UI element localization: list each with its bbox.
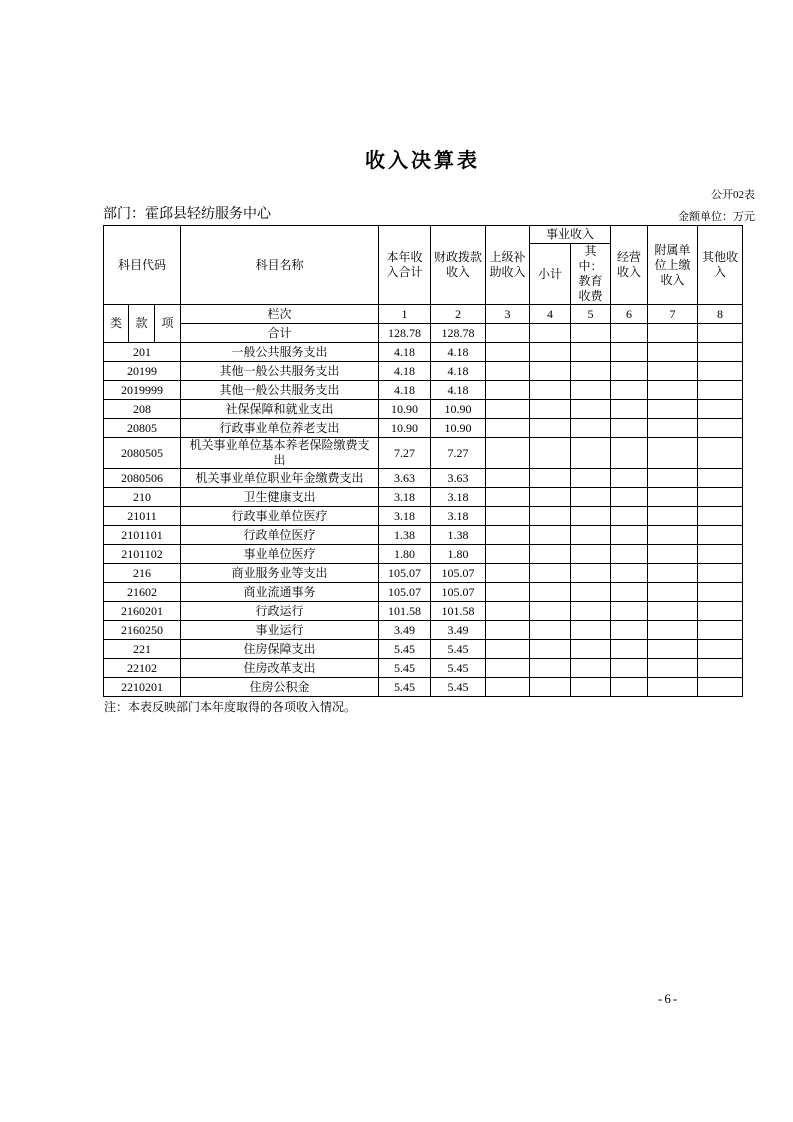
form-code-label: 公开02表 [711, 189, 755, 201]
total-label: 合计 [181, 324, 379, 343]
value-cell [611, 621, 648, 640]
header-code-section: 款 [129, 305, 155, 343]
code-cell: 21602 [104, 583, 181, 602]
value-cell: 4.18 [431, 343, 486, 362]
department-label: 部门：霍邱县轻纺服务中心 [103, 207, 271, 222]
value-cell [486, 602, 530, 621]
value-cell [611, 343, 648, 362]
value-cell [698, 640, 743, 659]
value-cell [698, 488, 743, 507]
table-row [104, 343, 743, 362]
value-cell [698, 507, 743, 526]
total-value: 128.78 [431, 324, 486, 343]
value-cell [648, 469, 698, 488]
value-cell [571, 507, 611, 526]
total-value [611, 324, 648, 343]
value-cell: 5.45 [431, 640, 486, 659]
value-cell: 105.07 [379, 564, 431, 583]
header-other-income: 其他收入 [698, 226, 743, 305]
name-cell: 机关事业单位职业年金缴费支出 [181, 469, 379, 488]
table-row [104, 583, 743, 602]
code-cell: 2160201 [104, 602, 181, 621]
value-cell [648, 640, 698, 659]
lanci-value: 6 [611, 305, 648, 324]
name-cell: 住房改革支出 [181, 659, 379, 678]
value-cell [698, 381, 743, 400]
value-cell [698, 400, 743, 419]
value-cell [648, 419, 698, 438]
value-cell: 3.49 [379, 621, 431, 640]
value-cell [530, 526, 571, 545]
value-cell [571, 362, 611, 381]
value-cell [698, 621, 743, 640]
table-row [104, 602, 743, 621]
value-cell [486, 678, 530, 697]
value-cell [486, 659, 530, 678]
value-cell [571, 400, 611, 419]
table-body [104, 343, 743, 697]
name-cell: 其他一般公共服务支出 [181, 362, 379, 381]
value-cell [530, 381, 571, 400]
value-cell: 101.58 [431, 602, 486, 621]
value-cell: 5.45 [379, 640, 431, 659]
value-cell [486, 640, 530, 659]
value-cell [571, 678, 611, 697]
code-cell: 2101101 [104, 526, 181, 545]
name-cell: 商业服务业等支出 [181, 564, 379, 583]
header-code-item: 项 [155, 305, 181, 343]
code-cell: 208 [104, 400, 181, 419]
lanci-value: 5 [571, 305, 611, 324]
value-cell [571, 659, 611, 678]
value-cell [486, 526, 530, 545]
code-cell: 210 [104, 488, 181, 507]
value-cell [698, 659, 743, 678]
value-cell [611, 678, 648, 697]
value-cell [698, 469, 743, 488]
header-business-income-group: 事业收入 [530, 226, 611, 244]
table-row [104, 469, 743, 488]
table-row [104, 438, 743, 469]
value-cell [571, 602, 611, 621]
value-cell [648, 583, 698, 602]
value-cell [530, 659, 571, 678]
value-cell [611, 659, 648, 678]
total-value [698, 324, 743, 343]
code-cell: 2080506 [104, 469, 181, 488]
value-cell: 4.18 [379, 381, 431, 400]
value-cell [611, 640, 648, 659]
lanci-value: 1 [379, 305, 431, 324]
value-cell [611, 438, 648, 469]
table-header [104, 226, 743, 343]
total-row [104, 324, 743, 343]
value-cell: 10.90 [379, 419, 431, 438]
value-cell: 10.90 [431, 419, 486, 438]
total-value [486, 324, 530, 343]
value-cell: 3.18 [431, 507, 486, 526]
income-table [103, 225, 743, 697]
code-cell: 20199 [104, 362, 181, 381]
value-cell [648, 659, 698, 678]
value-cell: 5.45 [379, 678, 431, 697]
value-cell [698, 678, 743, 697]
value-cell [571, 381, 611, 400]
table-row [104, 621, 743, 640]
value-cell [698, 419, 743, 438]
value-cell [571, 526, 611, 545]
value-cell [486, 545, 530, 564]
value-cell [571, 343, 611, 362]
value-cell: 4.18 [379, 343, 431, 362]
name-cell: 事业运行 [181, 621, 379, 640]
table-row [104, 564, 743, 583]
name-cell: 住房公积金 [181, 678, 379, 697]
value-cell [530, 564, 571, 583]
name-cell: 行政事业单位医疗 [181, 507, 379, 526]
table-row [104, 400, 743, 419]
value-cell: 3.18 [379, 507, 431, 526]
lanci-value: 3 [486, 305, 530, 324]
value-cell: 4.18 [379, 362, 431, 381]
value-cell [530, 678, 571, 697]
value-cell [698, 545, 743, 564]
table-row [104, 659, 743, 678]
table-row [104, 545, 743, 564]
value-cell [648, 400, 698, 419]
value-cell [530, 545, 571, 564]
value-cell [698, 343, 743, 362]
value-cell [530, 583, 571, 602]
value-cell [611, 419, 648, 438]
value-cell [530, 602, 571, 621]
table-row [104, 507, 743, 526]
code-cell: 2080505 [104, 438, 181, 469]
table-row [104, 362, 743, 381]
value-cell: 3.18 [379, 488, 431, 507]
value-cell [648, 602, 698, 621]
value-cell [648, 621, 698, 640]
header-subject-name: 科目名称 [181, 226, 379, 305]
header-operating-income: 经营收入 [611, 226, 648, 305]
name-cell: 行政单位医疗 [181, 526, 379, 545]
lanci-value: 2 [431, 305, 486, 324]
value-cell [571, 564, 611, 583]
header-education-fee: 其中：教育收费 [571, 244, 611, 305]
value-cell: 4.18 [431, 362, 486, 381]
code-cell: 221 [104, 640, 181, 659]
page-title: 收入决算表 [365, 150, 480, 172]
value-cell [611, 469, 648, 488]
value-cell [648, 488, 698, 507]
value-cell [530, 640, 571, 659]
value-cell [611, 362, 648, 381]
name-cell: 住房保障支出 [181, 640, 379, 659]
value-cell: 1.80 [379, 545, 431, 564]
code-cell: 2160250 [104, 621, 181, 640]
value-cell [530, 438, 571, 469]
name-cell: 事业单位医疗 [181, 545, 379, 564]
value-cell: 105.07 [431, 564, 486, 583]
name-cell: 机关事业单位基本养老保险缴费支出 [181, 438, 379, 469]
column-index-row [104, 305, 743, 324]
name-cell: 商业流通事务 [181, 583, 379, 602]
header-row-1 [104, 226, 743, 244]
value-cell: 105.07 [379, 583, 431, 602]
value-cell [530, 362, 571, 381]
value-cell [571, 640, 611, 659]
header-code-class: 类 [104, 305, 129, 343]
value-cell: 105.07 [431, 583, 486, 602]
code-cell: 201 [104, 343, 181, 362]
name-cell: 一般公共服务支出 [181, 343, 379, 362]
code-cell: 2210201 [104, 678, 181, 697]
lanci-value: 8 [698, 305, 743, 324]
value-cell [530, 343, 571, 362]
value-cell [648, 381, 698, 400]
code-cell: 2101102 [104, 545, 181, 564]
value-cell [611, 564, 648, 583]
value-cell: 101.58 [379, 602, 431, 621]
value-cell [611, 545, 648, 564]
table-row [104, 488, 743, 507]
table-note: 注：本表反映部门本年度取得的各项收入情况。 [104, 700, 357, 714]
code-cell: 216 [104, 564, 181, 583]
value-cell [486, 564, 530, 583]
code-cell: 2019999 [104, 381, 181, 400]
value-cell [486, 400, 530, 419]
name-cell: 其他一般公共服务支出 [181, 381, 379, 400]
total-value [571, 324, 611, 343]
value-cell: 7.27 [379, 438, 431, 469]
value-cell [698, 526, 743, 545]
total-value [648, 324, 698, 343]
value-cell [571, 438, 611, 469]
header-affiliated-unit-payment: 附属单位上缴收入 [648, 226, 698, 305]
value-cell [571, 419, 611, 438]
value-cell: 1.38 [379, 526, 431, 545]
table-row [104, 640, 743, 659]
value-cell [486, 488, 530, 507]
total-value: 128.78 [379, 324, 431, 343]
code-cell: 20805 [104, 419, 181, 438]
value-cell [530, 621, 571, 640]
value-cell [530, 469, 571, 488]
value-cell [698, 602, 743, 621]
value-cell [648, 362, 698, 381]
table-row [104, 678, 743, 697]
header-superior-subsidy: 上级补助收入 [486, 226, 530, 305]
value-cell: 5.45 [431, 659, 486, 678]
value-cell [648, 545, 698, 564]
value-cell: 3.63 [379, 469, 431, 488]
header-subject-code: 科目代码 [104, 226, 181, 305]
value-cell: 3.49 [431, 621, 486, 640]
value-cell [611, 602, 648, 621]
value-cell [611, 400, 648, 419]
value-cell [486, 621, 530, 640]
meta-row [103, 206, 755, 224]
value-cell: 10.90 [379, 400, 431, 419]
value-cell: 1.38 [431, 526, 486, 545]
value-cell [486, 438, 530, 469]
value-cell [698, 564, 743, 583]
value-cell: 5.45 [379, 659, 431, 678]
header-current-year-total: 本年收入合计 [379, 226, 431, 305]
value-cell [571, 621, 611, 640]
value-cell [698, 362, 743, 381]
value-cell [530, 400, 571, 419]
value-cell: 3.18 [431, 488, 486, 507]
value-cell [611, 526, 648, 545]
value-cell [486, 419, 530, 438]
name-cell: 行政运行 [181, 602, 379, 621]
value-cell [611, 583, 648, 602]
value-cell [571, 469, 611, 488]
table-row [104, 381, 743, 400]
name-cell: 卫生健康支出 [181, 488, 379, 507]
value-cell [648, 526, 698, 545]
value-cell [486, 583, 530, 602]
value-cell [530, 507, 571, 526]
value-cell [486, 381, 530, 400]
value-cell: 3.63 [431, 469, 486, 488]
value-cell: 4.18 [431, 381, 486, 400]
name-cell: 行政事业单位养老支出 [181, 419, 379, 438]
value-cell [698, 438, 743, 469]
value-cell [530, 488, 571, 507]
unit-label: 金额单位：万元 [678, 211, 755, 223]
table-row [104, 419, 743, 438]
code-cell: 21011 [104, 507, 181, 526]
value-cell [530, 419, 571, 438]
value-cell: 5.45 [431, 678, 486, 697]
value-cell [486, 362, 530, 381]
header-business-subtotal: 小计 [530, 244, 571, 305]
value-cell [611, 507, 648, 526]
lanci-value: 7 [648, 305, 698, 324]
value-cell: 7.27 [431, 438, 486, 469]
value-cell [486, 469, 530, 488]
name-cell: 社保保障和就业支出 [181, 400, 379, 419]
value-cell [486, 343, 530, 362]
value-cell [611, 488, 648, 507]
lanci-value: 4 [530, 305, 571, 324]
value-cell [648, 507, 698, 526]
value-cell: 1.80 [431, 545, 486, 564]
value-cell: 10.90 [431, 400, 486, 419]
header-fiscal-appropriation: 财政拨款收入 [431, 226, 486, 305]
code-cell: 22102 [104, 659, 181, 678]
page-number: -6- [658, 991, 680, 1006]
value-cell [698, 583, 743, 602]
value-cell [571, 488, 611, 507]
value-cell [648, 564, 698, 583]
value-cell [648, 343, 698, 362]
value-cell [611, 381, 648, 400]
value-cell [648, 438, 698, 469]
value-cell [571, 545, 611, 564]
lanci-label: 栏次 [181, 305, 379, 324]
table-row [104, 526, 743, 545]
total-value [530, 324, 571, 343]
value-cell [486, 507, 530, 526]
value-cell [571, 583, 611, 602]
value-cell [648, 678, 698, 697]
